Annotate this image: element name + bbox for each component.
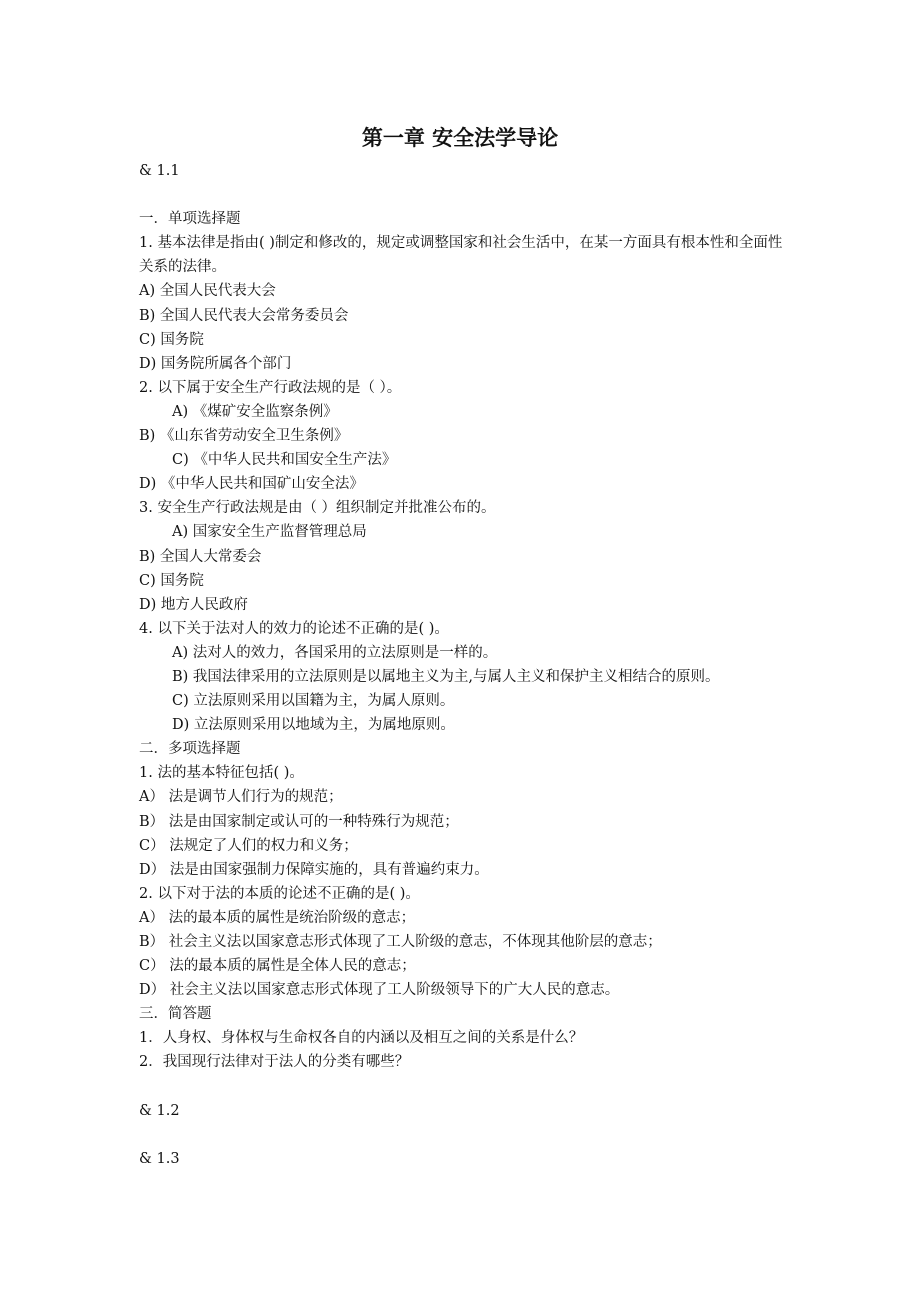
question-stem: 4. 以下关于法对人的效力的论述不正确的是( )。 xyxy=(139,620,449,637)
option-a: A) 法对人的效力，各国采用的立法原则是一样的。 xyxy=(172,644,498,661)
option-d: D） 社会主义法以国家意志形式体现了工人阶级领导下的广大人民的意志。 xyxy=(139,982,620,999)
question-stem: 3. 安全生产行政法规是由（ ）组织制定并批准公布的。 xyxy=(139,500,496,517)
option-d: D) 地方人民政府 xyxy=(139,596,248,613)
option-c: C) 《中华人民共和国安全生产法》 xyxy=(172,452,397,469)
blank-line xyxy=(139,183,789,207)
short-answer-heading: 三．简答题 xyxy=(139,1006,212,1023)
document-body xyxy=(139,159,789,1171)
option-d: D) 立法原则采用以地域为主，为属地原则。 xyxy=(172,717,455,734)
option-d: D） 法是由国家强制力保障实施的，具有普遍约束力。 xyxy=(139,861,489,878)
question-stem: 1. 法的基本特征包括( )。 xyxy=(139,765,304,782)
question-stem: 1. 基本法律是指由( )制定和修改的，规定或调整国家和社会生活中，在某一方面具有根本性和全面性关系的法律。 xyxy=(139,235,783,276)
short-answer-question: 1．人身权、身体权与生命权各自的内涵以及相互之间的关系是什么？ xyxy=(139,1030,584,1047)
section-heading-1-2: & 1.2 xyxy=(139,1102,180,1119)
short-answer-question: 2．我国现行法律对于法人的分类有哪些？ xyxy=(139,1054,410,1071)
chapter-title: 第一章 安全法学导论 xyxy=(361,126,559,150)
section-heading-1-1: & 1.1 xyxy=(139,163,180,179)
multi-choice-heading: 二．多项选择题 xyxy=(139,741,241,758)
option-a: A） 法是调节人们行为的规范； xyxy=(139,789,343,806)
option-c: C) 国务院 xyxy=(139,572,204,589)
option-c: C） 法规定了人们的权力和义务； xyxy=(139,837,358,854)
option-c: C） 法的最本质的属性是全体人民的意志； xyxy=(139,958,416,975)
section-heading-1-3: & 1.3 xyxy=(139,1150,180,1167)
option-d: D) 国务院所属各个部门 xyxy=(139,355,292,372)
option-b: B） 法是由国家制定或认可的一种特殊行为规范； xyxy=(139,813,459,830)
option-b: B) 我国法律采用的立法原则是以属地主义为主,与属人主义和保护主义相结合的原则。 xyxy=(172,668,720,685)
option-b: B) 《山东省劳动安全卫生条例》 xyxy=(139,428,349,445)
option-a: A) 《煤矿安全监察条例》 xyxy=(172,403,338,420)
option-b: B) 全国人民代表大会常务委员会 xyxy=(139,307,349,324)
option-c: C) 国务院 xyxy=(139,331,204,348)
option-b: B) 全国人大常委会 xyxy=(139,548,262,565)
option-c: C) 立法原则采用以国籍为主，为属人原则。 xyxy=(172,693,455,710)
option-b: B） 社会主义法以国家意志形式体现了工人阶级的意志，不体现其他阶层的意志； xyxy=(139,934,662,950)
option-a: A） 法的最本质的属性是统治阶级的意志； xyxy=(139,909,416,926)
option-d: D) 《中华人民共和国矿山安全法》 xyxy=(139,476,364,493)
option-a: A) 全国人民代表大会 xyxy=(139,283,276,300)
question-stem: 2. 以下属于安全生产行政法规的是（ ）。 xyxy=(139,379,402,396)
option-a: A) 国家安全生产监督管理总局 xyxy=(172,524,367,541)
blank-line xyxy=(139,1123,789,1147)
question-stem: 2. 以下对于法的本质的论述不正确的是( )。 xyxy=(139,885,420,902)
blank-line xyxy=(139,1075,789,1099)
single-choice-heading: 一．单项选择题 xyxy=(139,211,241,228)
